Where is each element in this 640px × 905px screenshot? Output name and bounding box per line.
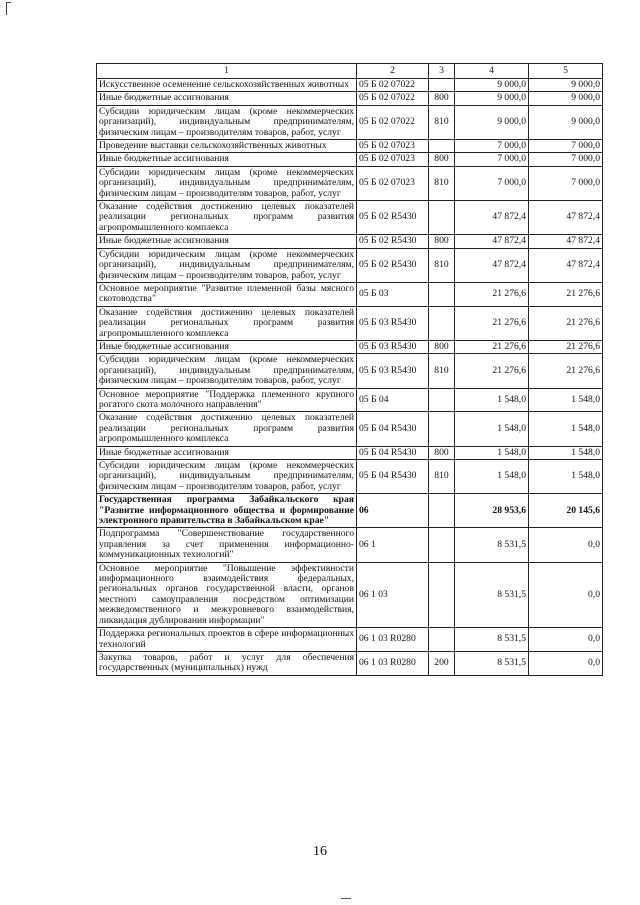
row-expense-type-cell <box>429 140 455 153</box>
row-expense-type-cell <box>429 628 455 652</box>
table-row <box>97 460 603 494</box>
row-amount-1-cell: 21 276,6 <box>455 340 529 353</box>
row-name-cell: Иные бюджетные ассигнования <box>97 153 357 166</box>
row-amount-1-cell: 8 531,5 <box>455 628 529 652</box>
row-code-cell: 05 Б 04 R5430 <box>357 412 429 446</box>
table-row <box>97 651 603 675</box>
row-amount-2-cell: 9 000,0 <box>529 92 603 105</box>
row-code-cell: 06 1 <box>357 528 429 562</box>
row-expense-type-cell <box>429 201 455 235</box>
row-code-cell: 05 Б 03 R5430 <box>357 306 429 340</box>
row-code-cell: 05 Б 02 R5430 <box>357 201 429 235</box>
row-name-cell: Проведение выставки сельскохозяйственных животных <box>97 140 357 153</box>
table-row <box>97 354 603 388</box>
row-code-cell: 05 Б 02 07023 <box>357 153 429 166</box>
table-row <box>97 494 603 528</box>
row-amount-1-cell: 1 548,0 <box>455 446 529 459</box>
column-header-name: 1 <box>97 64 357 79</box>
row-code-cell: 05 Б 03 R5430 <box>357 354 429 388</box>
row-code-cell: 05 Б 02 07023 <box>357 140 429 153</box>
row-name-cell: Иные бюджетные ассигнования <box>97 340 357 353</box>
table-row <box>97 306 603 340</box>
row-amount-1-cell: 1 548,0 <box>455 412 529 446</box>
scan-corner-mark <box>6 2 11 15</box>
row-expense-type-cell: 800 <box>429 153 455 166</box>
row-name-cell: Субсидии юридическим лицам (кроме некоммерческих организаций), индивидуальным предпринимателям, физическим лицам – производителям товаров, работ, услуг <box>97 166 357 200</box>
page-number: 16 <box>313 844 327 859</box>
row-amount-1-cell: 8 531,5 <box>455 528 529 562</box>
row-amount-1-cell: 9 000,0 <box>455 92 529 105</box>
table-row <box>97 340 603 353</box>
row-expense-type-cell <box>429 412 455 446</box>
row-name-cell: Иные бюджетные ассигнования <box>97 446 357 459</box>
row-name-cell: Оказание содействия достижению целевых показателей реализации региональных программ развития агропромышленного комплекса <box>97 201 357 235</box>
column-header-expense-type: 3 <box>429 64 455 79</box>
row-expense-type-cell <box>429 79 455 92</box>
row-amount-2-cell: 21 276,6 <box>529 354 603 388</box>
table-row <box>97 153 603 166</box>
row-code-cell: 05 Б 02 07023 <box>357 166 429 200</box>
row-expense-type-cell <box>429 528 455 562</box>
column-header-code: 2 <box>357 64 429 79</box>
row-expense-type-cell: 800 <box>429 340 455 353</box>
row-code-cell: 06 <box>357 494 429 528</box>
row-expense-type-cell: 810 <box>429 354 455 388</box>
row-amount-2-cell: 47 872,4 <box>529 248 603 282</box>
row-name-cell: Субсидии юридическим лицам (кроме некоммерческих организаций), индивидуальным предпринимателям, физическим лицам – производителям товаров, работ, услуг <box>97 105 357 139</box>
row-amount-1-cell: 8 531,5 <box>455 562 529 627</box>
row-name-cell: Иные бюджетные ассигнования <box>97 92 357 105</box>
table-row <box>97 105 603 139</box>
row-code-cell: 05 Б 02 07022 <box>357 105 429 139</box>
row-expense-type-cell: 810 <box>429 460 455 494</box>
row-amount-2-cell: 21 276,6 <box>529 340 603 353</box>
row-amount-2-cell: 7 000,0 <box>529 153 603 166</box>
row-code-cell: 06 1 03 <box>357 562 429 627</box>
row-amount-1-cell: 1 548,0 <box>455 460 529 494</box>
table-row <box>97 79 603 92</box>
row-name-cell: Государственная программа Забайкальского края "Развитие информационного общества и формирование электронного правительства в Забайкальском крае" <box>97 494 357 528</box>
row-code-cell: 05 Б 02 R5430 <box>357 248 429 282</box>
row-name-cell: Подпрограмма "Совершенствование государственного управления за счет применения информационно-коммуникационных технологий" <box>97 528 357 562</box>
row-amount-2-cell: 47 872,4 <box>529 201 603 235</box>
row-code-cell: 05 Б 03 <box>357 282 429 306</box>
row-name-cell: Основное мероприятие "Развитие племенной базы мясного скотоводства" <box>97 282 357 306</box>
row-expense-type-cell <box>429 388 455 412</box>
row-amount-2-cell: 0,0 <box>529 528 603 562</box>
row-expense-type-cell <box>429 282 455 306</box>
row-expense-type-cell: 810 <box>429 166 455 200</box>
row-amount-1-cell: 9 000,0 <box>455 105 529 139</box>
table-row <box>97 92 603 105</box>
row-amount-2-cell: 21 276,6 <box>529 306 603 340</box>
budget-table-body <box>97 64 603 676</box>
row-amount-1-cell: 7 000,0 <box>455 153 529 166</box>
row-name-cell: Искусственное осеменение сельскохозяйственных животных <box>97 79 357 92</box>
row-amount-2-cell: 7 000,0 <box>529 166 603 200</box>
table-row <box>97 446 603 459</box>
row-expense-type-cell <box>429 562 455 627</box>
row-name-cell: Оказание содействия достижению целевых показателей реализации региональных программ развития агропромышленного комплекса <box>97 412 357 446</box>
bottom-dash-mark <box>341 898 351 899</box>
table-row <box>97 412 603 446</box>
table-row <box>97 166 603 200</box>
row-amount-2-cell: 9 000,0 <box>529 105 603 139</box>
row-amount-2-cell: 1 548,0 <box>529 460 603 494</box>
row-expense-type-cell: 810 <box>429 248 455 282</box>
row-amount-1-cell: 47 872,4 <box>455 235 529 248</box>
table-row <box>97 628 603 652</box>
table-row <box>97 201 603 235</box>
row-amount-1-cell: 28 953,6 <box>455 494 529 528</box>
row-amount-1-cell: 47 872,4 <box>455 201 529 235</box>
row-code-cell: 06 1 03 R0280 <box>357 628 429 652</box>
row-code-cell: 05 Б 02 R5430 <box>357 235 429 248</box>
budget-table <box>96 63 603 676</box>
row-code-cell: 05 Б 04 R5430 <box>357 460 429 494</box>
row-amount-2-cell: 1 548,0 <box>529 446 603 459</box>
row-amount-2-cell: 1 548,0 <box>529 412 603 446</box>
row-name-cell: Оказание содействия достижению целевых показателей реализации региональных программ развития агропромышленного комплекса <box>97 306 357 340</box>
row-amount-1-cell: 1 548,0 <box>455 388 529 412</box>
column-number-row <box>97 64 603 79</box>
row-amount-2-cell: 0,0 <box>529 651 603 675</box>
row-amount-1-cell: 7 000,0 <box>455 140 529 153</box>
row-name-cell: Закупка товаров, работ и услуг для обеспечения государственных (муниципальных) нужд <box>97 651 357 675</box>
row-expense-type-cell <box>429 494 455 528</box>
row-amount-2-cell: 7 000,0 <box>529 140 603 153</box>
row-code-cell: 06 1 03 R0280 <box>357 651 429 675</box>
row-expense-type-cell: 800 <box>429 235 455 248</box>
row-amount-1-cell: 9 000,0 <box>455 79 529 92</box>
row-expense-type-cell: 800 <box>429 92 455 105</box>
row-name-cell: Основное мероприятие "Поддержка племенного крупного рогатого скота молочного направления" <box>97 388 357 412</box>
row-amount-1-cell: 21 276,6 <box>455 306 529 340</box>
column-header-amount-1: 4 <box>455 64 529 79</box>
row-name-cell: Субсидии юридическим лицам (кроме некоммерческих организаций), индивидуальным предпринимателям, физическим лицам – производителям товаров, работ, услуг <box>97 248 357 282</box>
table-row <box>97 248 603 282</box>
column-header-amount-2: 5 <box>529 64 603 79</box>
row-code-cell: 05 Б 02 07022 <box>357 92 429 105</box>
row-expense-type-cell: 810 <box>429 105 455 139</box>
row-expense-type-cell <box>429 306 455 340</box>
row-name-cell: Основное мероприятие "Повышение эффективности информационного взаимодействия федеральных, региональных органов государственной власти, органов местного самоуправления посредством оптимизации межведомственного и межуровневого взаимодействия, ликвидация дублирования информации" <box>97 562 357 627</box>
row-expense-type-cell: 200 <box>429 651 455 675</box>
row-amount-1-cell: 21 276,6 <box>455 354 529 388</box>
table-row <box>97 528 603 562</box>
row-amount-2-cell: 1 548,0 <box>529 388 603 412</box>
row-amount-1-cell: 8 531,5 <box>455 651 529 675</box>
table-row <box>97 388 603 412</box>
table-row <box>97 140 603 153</box>
row-code-cell: 05 Б 04 R5430 <box>357 446 429 459</box>
table-row <box>97 282 603 306</box>
row-amount-1-cell: 47 872,4 <box>455 248 529 282</box>
row-amount-2-cell: 20 145,6 <box>529 494 603 528</box>
row-amount-2-cell: 0,0 <box>529 562 603 627</box>
row-amount-2-cell: 0,0 <box>529 628 603 652</box>
row-expense-type-cell: 800 <box>429 446 455 459</box>
table-row <box>97 562 603 627</box>
table-row <box>97 235 603 248</box>
row-name-cell: Иные бюджетные ассигнования <box>97 235 357 248</box>
row-amount-2-cell: 21 276,6 <box>529 282 603 306</box>
row-name-cell: Субсидии юридическим лицам (кроме некоммерческих организаций), индивидуальным предпринимателям, физическим лицам – производителям товаров, работ, услуг <box>97 460 357 494</box>
row-name-cell: Поддержка региональных проектов в сфере информационных технологий <box>97 628 357 652</box>
row-name-cell: Субсидии юридическим лицам (кроме некоммерческих организаций), индивидуальным предпринимателям, физическим лицам – производителям товаров, работ, услуг <box>97 354 357 388</box>
row-code-cell: 05 Б 04 <box>357 388 429 412</box>
row-amount-1-cell: 7 000,0 <box>455 166 529 200</box>
row-code-cell: 05 Б 02 07022 <box>357 79 429 92</box>
row-amount-2-cell: 47 872,4 <box>529 235 603 248</box>
row-amount-2-cell: 9 000,0 <box>529 79 603 92</box>
row-code-cell: 05 Б 03 R5430 <box>357 340 429 353</box>
row-amount-1-cell: 21 276,6 <box>455 282 529 306</box>
